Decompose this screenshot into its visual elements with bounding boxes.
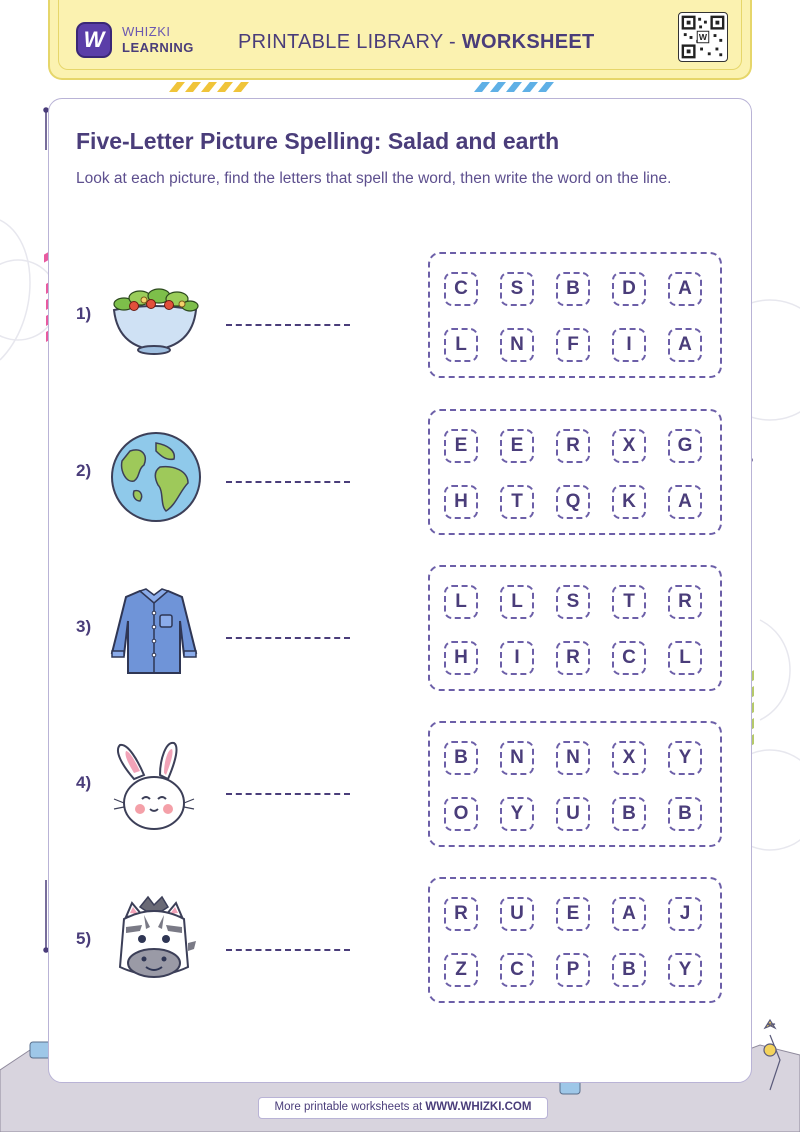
letter-tile[interactable]: A: [612, 897, 646, 931]
answer-line[interactable]: [226, 637, 350, 639]
letter-tile[interactable]: B: [444, 741, 478, 775]
header-stripes-blue: [470, 82, 560, 92]
letter-tile[interactable]: L: [500, 585, 534, 619]
answer-line[interactable]: [226, 481, 350, 483]
letter-tile[interactable]: U: [500, 897, 534, 931]
letter-tile[interactable]: Y: [668, 953, 702, 987]
question-row: [0, 409, 800, 537]
letter-tile[interactable]: L: [444, 328, 478, 362]
letter-tile[interactable]: A: [668, 328, 702, 362]
letter-tile[interactable]: T: [500, 485, 534, 519]
letter-tile[interactable]: E: [444, 429, 478, 463]
letter-tile[interactable]: Y: [668, 741, 702, 775]
letter-tile[interactable]: H: [444, 641, 478, 675]
letter-tile[interactable]: B: [668, 797, 702, 831]
letter-tile[interactable]: J: [668, 897, 702, 931]
header-title-bold: WORKSHEET: [461, 31, 595, 53]
letter-tile[interactable]: C: [612, 641, 646, 675]
answer-line[interactable]: [226, 793, 350, 795]
letter-tile[interactable]: Z: [444, 953, 478, 987]
qr-code-icon[interactable]: [678, 12, 728, 62]
letter-tile[interactable]: R: [556, 641, 590, 675]
question-number: 2): [76, 461, 92, 480]
letter-tile[interactable]: E: [556, 897, 590, 931]
letter-tile[interactable]: L: [668, 641, 702, 675]
letter-tile[interactable]: U: [556, 797, 590, 831]
salad-bowl-icon: [104, 268, 204, 368]
letter-tile[interactable]: T: [612, 585, 646, 619]
letter-tile[interactable]: H: [444, 485, 478, 519]
letter-tile[interactable]: S: [500, 272, 534, 306]
letter-tile[interactable]: N: [500, 328, 534, 362]
letter-tile[interactable]: G: [668, 429, 702, 463]
letter-tile[interactable]: R: [668, 585, 702, 619]
question-row: [0, 565, 800, 693]
letter-tile[interactable]: K: [612, 485, 646, 519]
letter-tile[interactable]: A: [668, 272, 702, 306]
question-row: [0, 877, 800, 1005]
footer-link[interactable]: WWW.WHIZKI.COM: [425, 1101, 532, 1113]
letter-tile[interactable]: X: [612, 429, 646, 463]
logo-line1: WHIZKI: [122, 24, 171, 39]
shirt-icon: [104, 581, 204, 681]
whizki-logo-icon: W: [76, 22, 112, 58]
question-number: 4): [76, 773, 92, 792]
question-row: [0, 721, 800, 849]
header-stripes-yellow: [165, 82, 255, 92]
letter-tile[interactable]: L: [444, 585, 478, 619]
logo-wordmark: [122, 24, 194, 56]
letter-tile[interactable]: C: [500, 953, 534, 987]
letter-tile[interactable]: R: [444, 897, 478, 931]
worksheet-instructions: Look at each picture, find the letters that spell the word, then write the word on the line.: [76, 170, 672, 187]
footer-prefix: More printable worksheets at: [274, 1101, 426, 1113]
header-title-prefix: PRINTABLE LIBRARY -: [238, 31, 462, 53]
earth-globe-icon: [104, 425, 204, 525]
letter-tile[interactable]: N: [500, 741, 534, 775]
question-number: 5): [76, 929, 92, 948]
letter-tile[interactable]: S: [556, 585, 590, 619]
question-row: [0, 252, 800, 380]
letter-tile[interactable]: O: [444, 797, 478, 831]
letter-tile[interactable]: A: [668, 485, 702, 519]
answer-line[interactable]: [226, 324, 350, 326]
header-banner: [48, 0, 752, 80]
bunny-icon: [104, 737, 204, 837]
letter-tile[interactable]: E: [500, 429, 534, 463]
letter-tile[interactable]: Y: [500, 797, 534, 831]
worksheet-title: Five-Letter Picture Spelling: Salad and earth: [76, 128, 560, 154]
svg-text:W: W: [698, 31, 708, 42]
letter-tile[interactable]: R: [556, 429, 590, 463]
letter-tile[interactable]: I: [500, 641, 534, 675]
letter-tile[interactable]: D: [612, 272, 646, 306]
letter-tile[interactable]: B: [556, 272, 590, 306]
answer-line[interactable]: [226, 949, 350, 951]
question-number: 1): [76, 304, 92, 323]
logo-line2: LEARNING: [122, 40, 194, 55]
letter-tile[interactable]: C: [444, 272, 478, 306]
letter-tile[interactable]: Q: [556, 485, 590, 519]
letter-tile[interactable]: P: [556, 953, 590, 987]
header-title: [238, 31, 595, 54]
letter-tile[interactable]: F: [556, 328, 590, 362]
letter-tile[interactable]: B: [612, 953, 646, 987]
letter-tile[interactable]: X: [612, 741, 646, 775]
letter-tile[interactable]: N: [556, 741, 590, 775]
zebra-icon: [104, 893, 204, 993]
letter-tile[interactable]: I: [612, 328, 646, 362]
question-number: 3): [76, 617, 92, 636]
letter-tile[interactable]: B: [612, 797, 646, 831]
footer-link-bar[interactable]: [258, 1097, 548, 1119]
